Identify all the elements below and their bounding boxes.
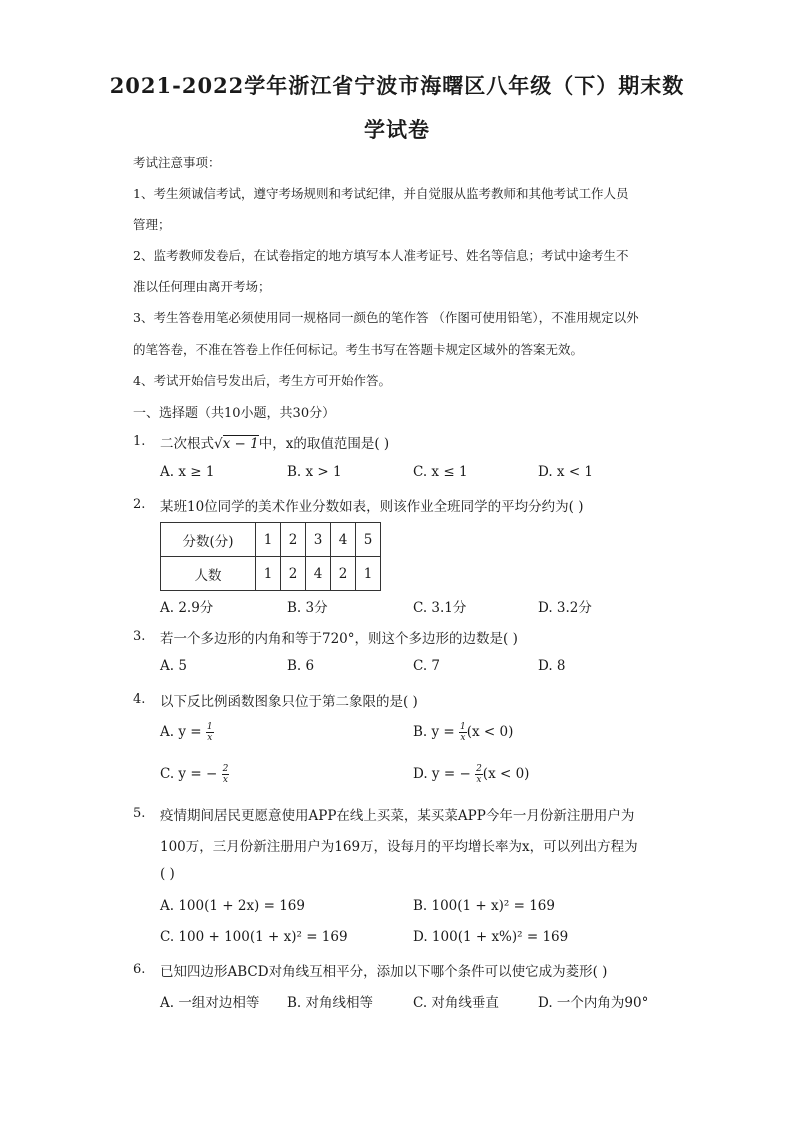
table-cell: 1 [256, 557, 281, 591]
table-cell: 3 [306, 523, 331, 557]
notice-line: 的笔答卷，不准在答卷上作任何标记。考生书写在答题卡规定区域外的答案无效。 [133, 342, 584, 357]
q1-radicand: x − 1 [222, 436, 259, 452]
notice-line: 2、监考教师发卷后，在试卷指定的地方填写本人准考证号、姓名等信息；考试中途考生不 [133, 248, 629, 263]
question-6-text: 已知四边形ABCD对角线互相平分，添加以下哪个条件可以使它成为菱形( ) [160, 964, 608, 980]
fraction [475, 764, 483, 785]
exam-title-line2: 学试卷 [364, 117, 430, 142]
option-d: D. 100(1 + x%)² = 169 [413, 929, 569, 945]
option-b: B. x > 1 [287, 464, 342, 480]
option-b [413, 722, 513, 743]
q1-text-post: 中，x的取值范围是( ) [258, 436, 390, 452]
option-b: B. 100(1 + x)² = 169 [413, 898, 555, 914]
option-b: B. 对角线相等 [287, 995, 374, 1011]
option-c: C. 3.1分 [413, 600, 467, 616]
score-table [160, 522, 381, 591]
fraction-denominator: x [460, 733, 466, 743]
option-c-label: C. y = − [160, 766, 218, 782]
question-number: 2. [133, 497, 146, 512]
question-number: 1. [133, 434, 146, 449]
option-b-suffix: (x < 0) [466, 724, 514, 740]
option-b: B. 3分 [287, 600, 328, 616]
notice-heading: 考试注意事项： [133, 155, 221, 170]
question-number: 6. [133, 962, 146, 977]
table-cell: 2 [281, 523, 306, 557]
option-b-label: B. y = [413, 724, 455, 740]
option-d-suffix: (x < 0) [482, 766, 530, 782]
option-d: D. 3.2分 [538, 600, 592, 616]
fraction-numerator: 1 [206, 722, 213, 732]
option-a: A. x ≥ 1 [160, 464, 215, 480]
notice-line: 1、考生须诚信考试，遵守考场规则和考试纪律，并自觉服从监考教师和其他考试工作人员 [133, 186, 629, 201]
table-cell: 2 [331, 557, 356, 591]
question-5-text-line: ( ) [160, 866, 175, 882]
fraction [222, 764, 230, 785]
question-4-text: 以下反比例函数图象只位于第二象限的是( ) [160, 694, 418, 710]
question-number: 3. [133, 629, 146, 644]
option-d: D. 一个内角为90° [538, 995, 649, 1011]
question-1-text [160, 432, 389, 452]
question-2-text: 某班10位同学的美术作业分数如表，则该作业全班同学的平均分约为( ) [160, 499, 584, 515]
notice-line: 准以任何理由离开考场； [133, 279, 271, 294]
option-d: D. 8 [538, 658, 566, 674]
table-cell: 分数(分) [161, 523, 256, 557]
radical-sign: √ [214, 436, 223, 452]
question-number: 5. [133, 806, 146, 821]
option-d [413, 764, 529, 785]
option-c: C. 对角线垂直 [413, 995, 499, 1011]
fraction-numerator: 2 [222, 764, 229, 774]
fraction [459, 722, 467, 743]
fraction-numerator: 1 [460, 722, 466, 732]
option-c: C. 7 [413, 658, 441, 674]
fraction [206, 722, 214, 743]
table-cell: 4 [306, 557, 331, 591]
option-b: B. 6 [287, 658, 315, 674]
table-cell: 人数 [161, 557, 256, 591]
table-row [161, 557, 381, 591]
table-cell: 5 [356, 523, 381, 557]
table-cell: 4 [331, 523, 356, 557]
fraction-numerator: 2 [476, 764, 482, 774]
option-d-label: D. y = − [413, 766, 471, 782]
notice-line: 管理； [133, 217, 171, 232]
question-number: 4. [133, 692, 146, 707]
q1-text-pre: 二次根式 [160, 436, 214, 452]
option-c: C. 100 + 100(1 + x)² = 169 [160, 929, 348, 945]
option-a: A. 一组对边相等 [160, 995, 260, 1011]
notice-line: 3、考生答卷用笔必须使用同一规格同一颜色的笔作答 （作图可使用铅笔），不准用规定以外 [133, 310, 639, 325]
option-a: A. 100(1 + 2x) = 169 [160, 898, 305, 914]
option-a: A. 5 [160, 658, 187, 674]
option-c [160, 764, 229, 785]
table-cell: 2 [281, 557, 306, 591]
fraction-denominator: x [222, 775, 228, 785]
option-a: A. 2.9分 [160, 600, 214, 616]
question-5-text-line: 100万，三月份新注册用户为169万，设每月的平均增长率为x，可以列出方程为 [160, 839, 638, 855]
option-d: D. x < 1 [538, 464, 594, 480]
table-cell: 1 [356, 557, 381, 591]
option-a [160, 722, 214, 743]
fraction-denominator: x [207, 733, 213, 743]
exam-title-line1: 2021-2022学年浙江省宁波市海曙区八年级（下）期末数 [109, 73, 685, 98]
option-a-label: A. y = [160, 724, 202, 740]
fraction-denominator: x [476, 775, 482, 785]
option-c: C. x ≤ 1 [413, 464, 468, 480]
table-row [161, 523, 381, 557]
table-cell: 1 [256, 523, 281, 557]
notice-line: 4、考试开始信号发出后，考生方可开始作答。 [133, 373, 391, 388]
question-3-text: 若一个多边形的内角和等于720°，则这个多边形的边数是( ) [160, 631, 518, 647]
section-heading: 一、选择题（共10小题，共30分） [133, 406, 336, 421]
question-5-text-line: 疫情期间居民更愿意使用APP在线上买菜，某买菜APP今年一月份新注册用户为 [160, 808, 635, 824]
